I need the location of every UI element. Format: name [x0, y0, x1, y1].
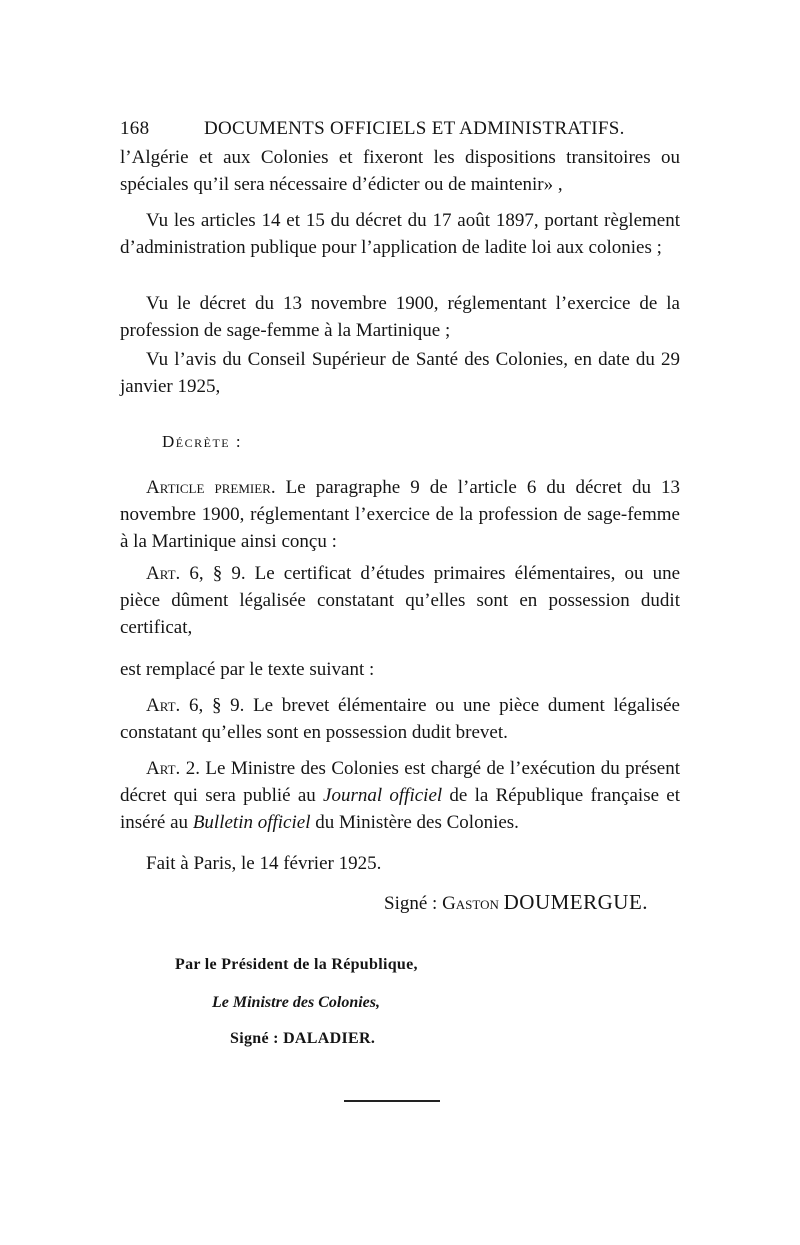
signe-first-name: Gaston — [442, 893, 499, 914]
paragraph-vu-articles: Vu les articles 14 et 15 du décret du 17 août 1897, portant règlement d’administration publique pour l’application de ladite loi aux colonies ; — [120, 210, 680, 258]
signe-last-name: DOUMERGUE. — [503, 890, 649, 914]
journal-officiel: Journal officiel — [323, 785, 443, 806]
quote2-label: Art. — [146, 695, 181, 716]
art2-mid: de la République française et inséré au — [120, 785, 681, 833]
art2-before: 2. Le Ministre des Colonies est chargé de l’exécution du présent décret qui sera publié au — [120, 758, 680, 806]
bulletin-officiel: Bulletin officiel — [192, 812, 311, 833]
replacement-intro: est remplacé par le texte suivant : — [120, 659, 375, 680]
header-title: DOCUMENTS OFFICIELS ET ADMINISTRATIFS. — [204, 118, 625, 139]
paragraph-continuation: l’Algérie et aux Colonies et fixeront les dispositions transitoires ou spéciales qu’il sera nécessaire d’édicter ou de maintenir» , — [120, 147, 680, 195]
ministre-des-colonies: Le Ministre des Colonies, — [212, 994, 381, 1011]
signature-president — [384, 890, 648, 915]
quote1-text: 6, § 9. Le certificat d’études primaires élémentaires, ou une pièce dûment légalisée constatant qu’elles sont en possession dudit certificat, — [120, 563, 680, 638]
article-premier-label: Article premier. — [146, 477, 276, 498]
closing-rule — [344, 1100, 440, 1102]
paragraph-vu-decret: Vu le décret du 13 novembre 1900, réglementant l’exercice de la profession de sage-femme à la Martinique ; — [120, 293, 680, 341]
article-2 — [120, 755, 680, 836]
quote2-text: 6, § 9. Le brevet élémentaire ou une pièce dument légalisée constatant qu’elles sont en possession dudit brevet. — [120, 695, 680, 743]
par-le-president: Par le Président de la République, — [175, 956, 418, 973]
decrete-heading: Décrète : — [162, 432, 243, 451]
article-premier — [120, 474, 680, 555]
art2-label: Art. — [146, 758, 181, 779]
quote1-label: Art. — [146, 563, 181, 584]
place-date: Fait à Paris, le 14 février 1925. — [146, 853, 382, 874]
quoted-article-replacement — [120, 692, 680, 746]
signe-label: Signé : — [384, 893, 438, 914]
quoted-article-original — [120, 560, 680, 641]
art2-after: du Ministère des Colonies. — [310, 812, 519, 833]
running-header — [120, 118, 680, 140]
paragraph-vu-avis: Vu l’avis du Conseil Supérieur de Santé des Colonies, en date du 29 janvier 1925, — [120, 349, 680, 397]
article-premier-text: Le paragraphe 9 de l’article 6 du décret du 13 novembre 1900, réglementant l’exercice de la profession de sage-femme à la Martinique ainsi conçu : — [120, 477, 680, 552]
page-number: 168 — [120, 118, 150, 139]
signature-ministre: Signé : DALADIER. — [230, 1030, 376, 1047]
